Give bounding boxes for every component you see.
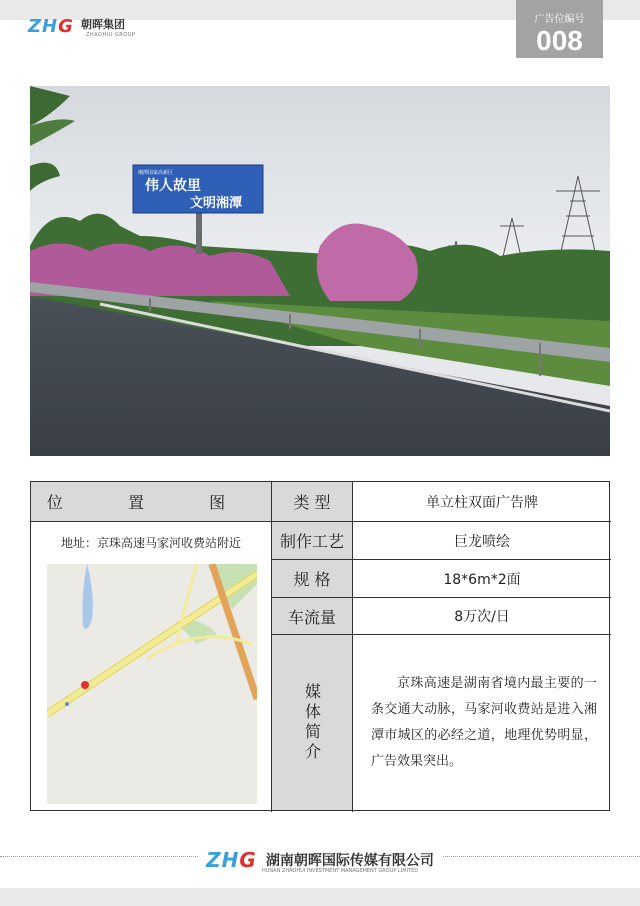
logo-cn-text: 朝晖集团 [81, 18, 125, 31]
type-label: 类 型 [272, 482, 352, 521]
billboard-photo [30, 86, 610, 456]
traffic-value: 8万次/日 [454, 609, 510, 625]
size-label: 规 格 [272, 560, 352, 597]
spec-table [30, 481, 610, 811]
location-header [31, 482, 271, 521]
location-header-label: 位 置 图 [46, 493, 256, 512]
billboard-small-text: 湘潭国家高新区 [138, 170, 174, 176]
traffic-label: 车流量 [272, 598, 352, 634]
company-en-name: HUNAN ZHAOHUI INVESTMENT MANAGEMENT GROUP LIMITED [262, 868, 419, 874]
location-map [47, 564, 257, 804]
bottom-bar [0, 888, 640, 906]
ad-number-label: 广告位编号 [534, 14, 585, 25]
intro-text: 京珠高速是湖南省境内最主要的一条交通大动脉，马家河收费站是进入湘潭市城区的必经之道，地理优势明显，广告效果突出。 [371, 675, 597, 769]
logo-en-text: ZHAOHUI GROUP [86, 32, 136, 38]
intro-label-cell [272, 635, 352, 810]
footer [0, 848, 640, 872]
address: 地址：京珠高速马家河收费站附近 [60, 535, 241, 550]
type-value: 单立柱双面广告牌 [426, 494, 538, 511]
map-drawing [47, 564, 257, 804]
intro-label: 媒体简介 [302, 682, 322, 763]
billboard-line2: 文明湘潭 [190, 196, 243, 211]
logo-mark: ZHG [28, 16, 74, 37]
craft-value: 巨龙喷绘 [454, 533, 510, 550]
company-logo [28, 16, 136, 40]
company-name: 湖南朝晖国际传媒有限公司 [265, 853, 434, 869]
ad-number: 008 [536, 25, 583, 56]
intro-cell [353, 635, 611, 810]
size-value: 18*6m*2面 [443, 571, 521, 588]
craft-label: 制作工艺 [272, 522, 352, 559]
ad-number-badge [516, 0, 603, 58]
footer-logo-mark: ZHG [206, 848, 257, 872]
photo-scene [30, 86, 610, 456]
billboard-line1: 伟人故里 [145, 178, 201, 194]
